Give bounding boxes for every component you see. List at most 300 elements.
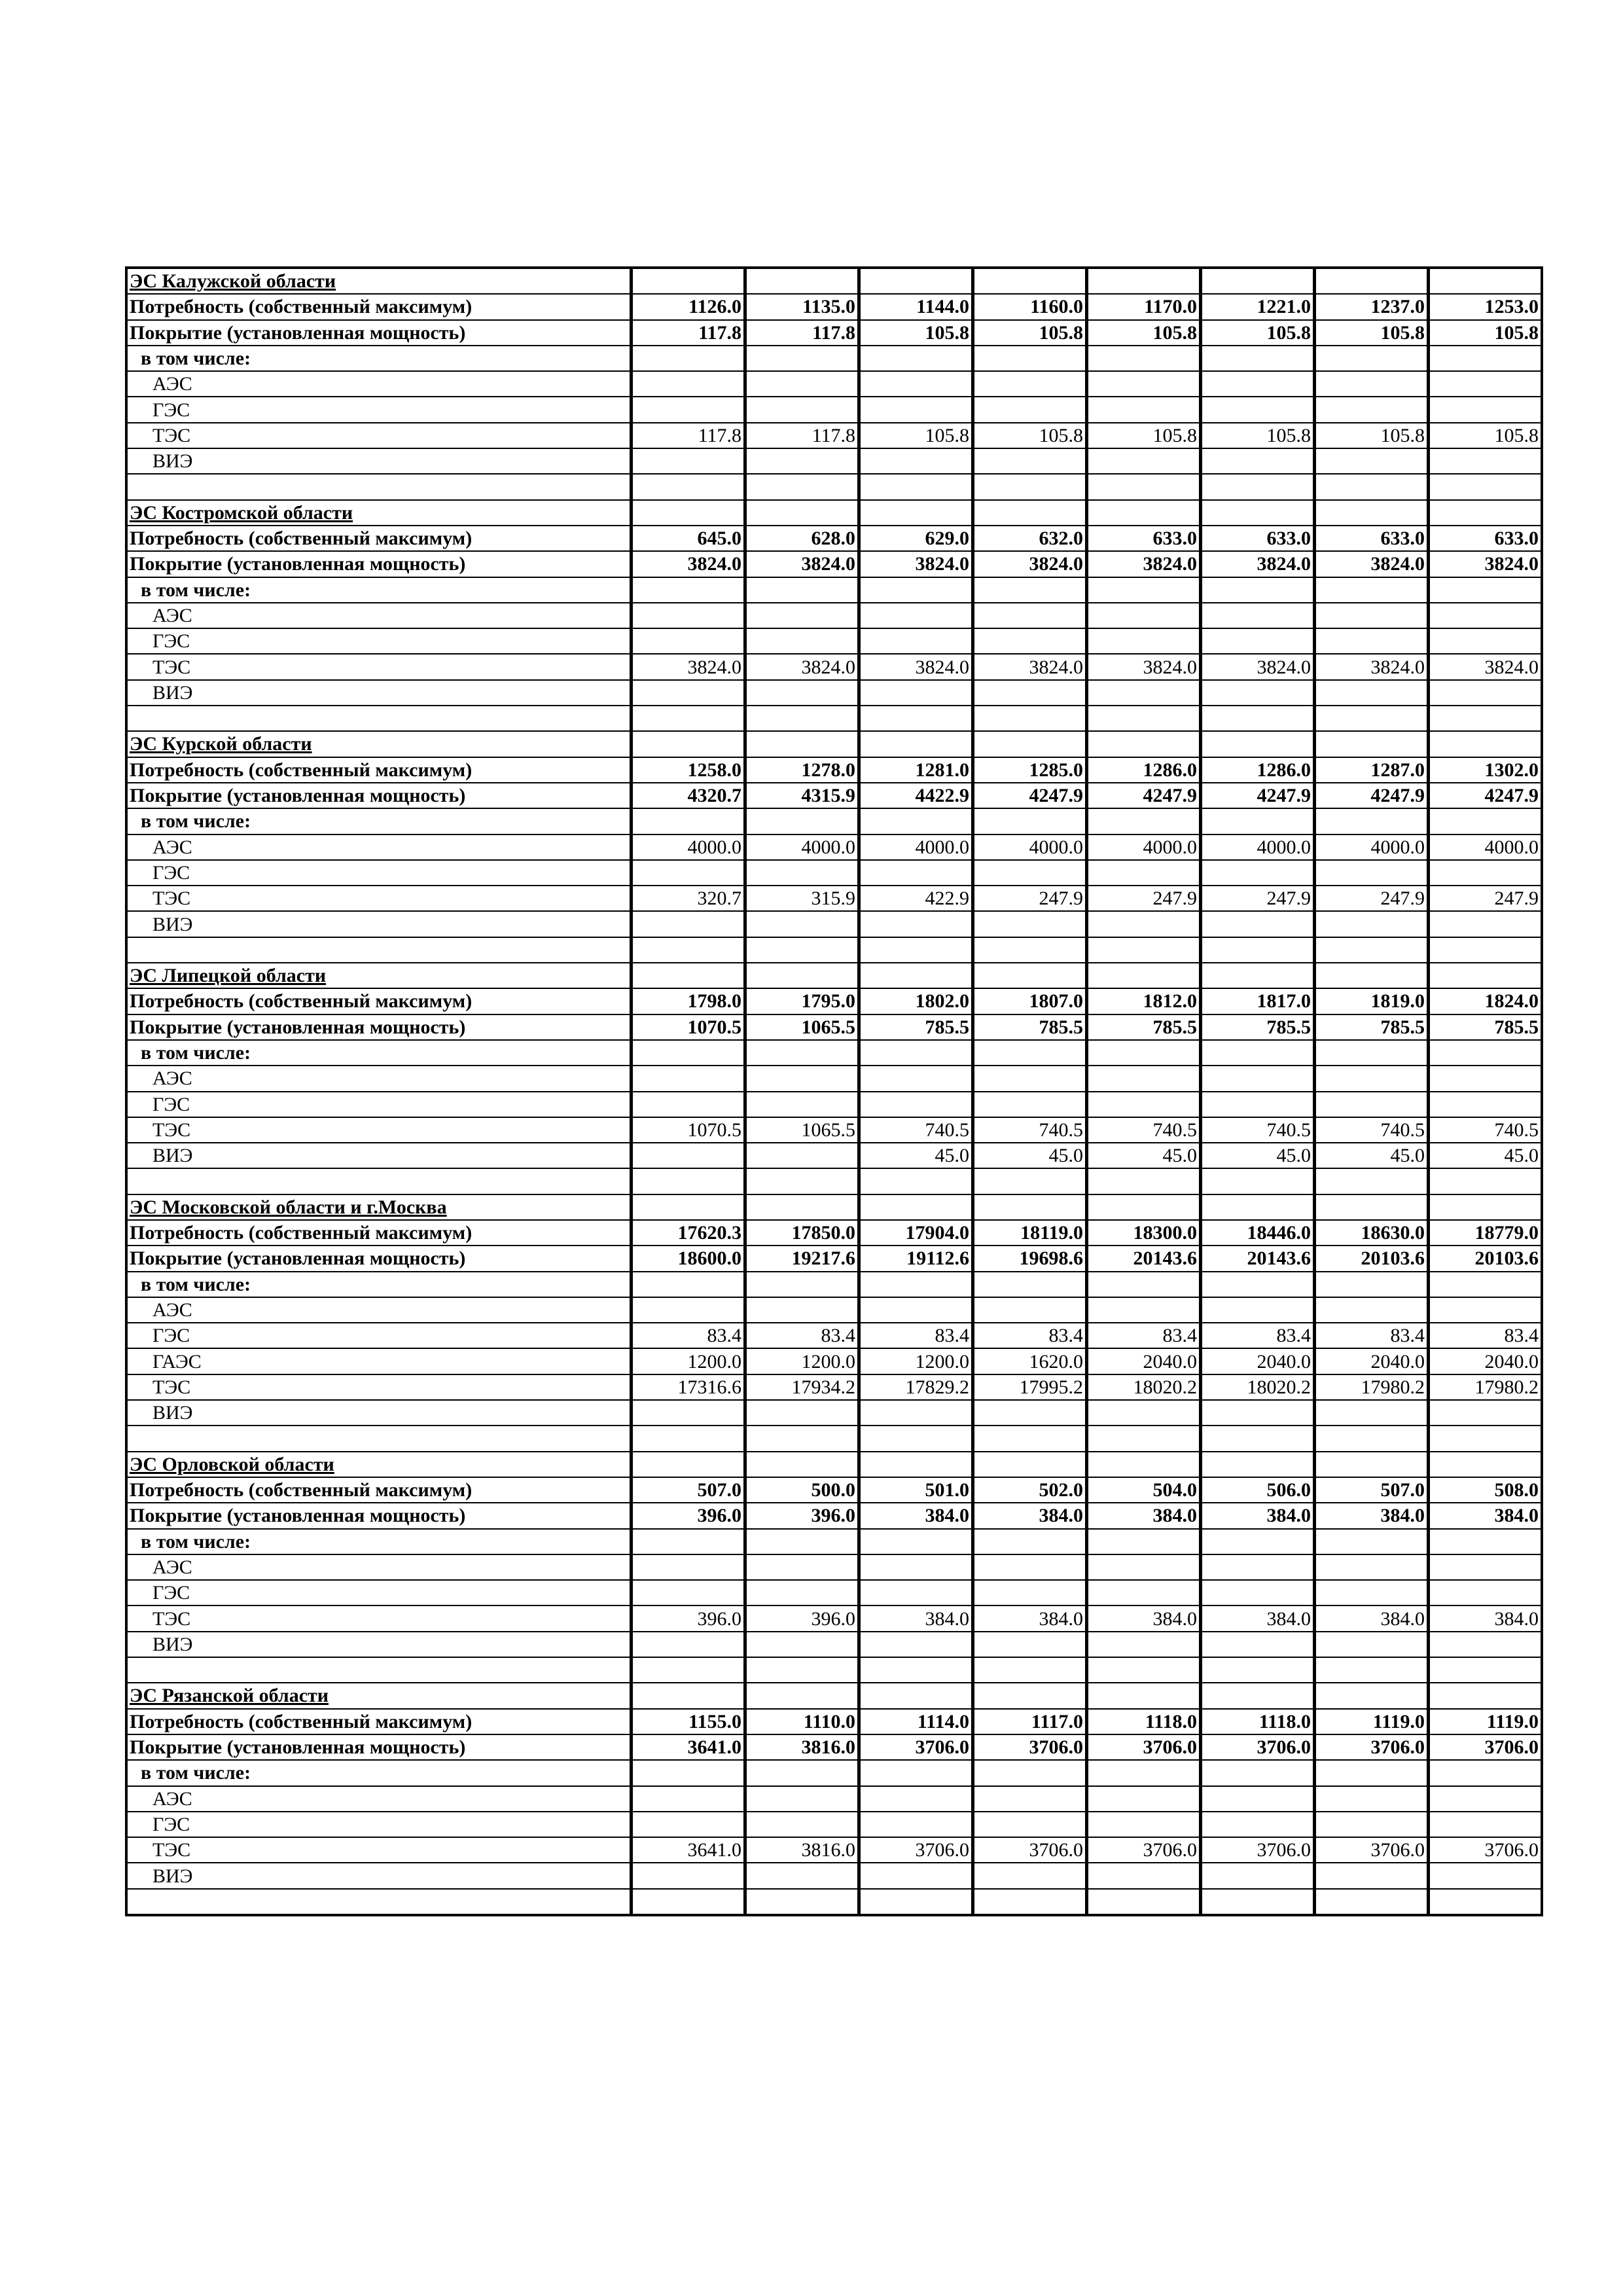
section-title: ЭС Курской области xyxy=(126,731,632,757)
value-cell: 3824.0 xyxy=(745,551,859,577)
value-cell xyxy=(745,937,859,963)
value-cell xyxy=(1429,860,1543,886)
value-cell xyxy=(1429,1066,1543,1091)
source-row xyxy=(126,1117,1542,1143)
value-cell: 507.0 xyxy=(632,1477,745,1503)
value-cell xyxy=(1201,1194,1315,1220)
value-cell xyxy=(1429,1863,1543,1888)
value-cell: 785.5 xyxy=(859,1014,973,1040)
source-label: ТЭС xyxy=(126,1605,632,1631)
value-cell xyxy=(1201,1092,1315,1117)
value-cell: 4000.0 xyxy=(1315,834,1429,860)
value-cell: 3816.0 xyxy=(745,1837,859,1863)
value-cell xyxy=(1315,371,1429,397)
value-cell xyxy=(1315,577,1429,603)
value-cell xyxy=(973,603,1087,628)
value-cell xyxy=(1315,1632,1429,1657)
value-cell: 1160.0 xyxy=(973,294,1087,319)
source-label: ГЭС xyxy=(126,860,632,886)
coverage-label: Покрытие (установленная мощность) xyxy=(126,320,632,346)
source-row xyxy=(126,1863,1542,1888)
value-cell xyxy=(745,911,859,937)
value-cell: 1287.0 xyxy=(1315,757,1429,783)
value-cell xyxy=(973,346,1087,371)
value-cell xyxy=(1201,628,1315,654)
value-cell xyxy=(1315,1194,1429,1220)
value-cell xyxy=(1429,731,1543,757)
source-row xyxy=(126,1554,1542,1580)
value-cell: 105.8 xyxy=(859,423,973,448)
value-cell: 17934.2 xyxy=(745,1374,859,1400)
value-cell: 1286.0 xyxy=(1087,757,1201,783)
spacer-row xyxy=(126,1889,1542,1915)
value-cell xyxy=(632,1452,745,1477)
source-row xyxy=(126,371,1542,397)
value-cell: 3816.0 xyxy=(745,1734,859,1760)
value-cell: 4000.0 xyxy=(745,834,859,860)
value-cell: 117.8 xyxy=(745,423,859,448)
value-cell: 384.0 xyxy=(859,1503,973,1528)
value-cell xyxy=(1201,911,1315,937)
value-cell xyxy=(859,706,973,731)
value-cell: 3706.0 xyxy=(859,1734,973,1760)
value-cell xyxy=(859,1066,973,1091)
value-cell: 3706.0 xyxy=(1087,1734,1201,1760)
value-cell: 18020.2 xyxy=(1201,1374,1315,1400)
source-row xyxy=(126,834,1542,860)
value-cell xyxy=(1429,1657,1543,1683)
value-cell: 384.0 xyxy=(1201,1605,1315,1631)
source-row xyxy=(126,1605,1542,1631)
value-cell xyxy=(632,963,745,988)
value-cell xyxy=(859,1760,973,1785)
value-cell xyxy=(1201,1863,1315,1888)
spacer-row xyxy=(126,474,1542,499)
value-cell xyxy=(1315,1426,1429,1451)
value-cell xyxy=(973,1452,1087,1477)
value-cell xyxy=(745,1297,859,1323)
value-cell xyxy=(859,680,973,706)
value-cell: 83.4 xyxy=(1315,1323,1429,1348)
value-cell xyxy=(632,860,745,886)
value-cell: 1070.5 xyxy=(632,1117,745,1143)
value-cell xyxy=(1201,1168,1315,1194)
value-cell: 3824.0 xyxy=(859,654,973,679)
value-cell xyxy=(632,1683,745,1708)
value-cell xyxy=(1087,937,1201,963)
value-cell xyxy=(859,1657,973,1683)
value-cell xyxy=(973,1426,1087,1451)
value-cell: 384.0 xyxy=(1087,1605,1201,1631)
value-cell: 1286.0 xyxy=(1201,757,1315,783)
value-cell: 740.5 xyxy=(1087,1117,1201,1143)
value-cell xyxy=(632,1889,745,1915)
value-cell xyxy=(859,371,973,397)
value-cell xyxy=(632,1529,745,1554)
value-cell: 1065.5 xyxy=(745,1014,859,1040)
value-cell xyxy=(1429,1272,1543,1297)
table-body xyxy=(126,268,1542,1915)
value-cell xyxy=(1087,448,1201,474)
value-cell xyxy=(1315,937,1429,963)
value-cell: 4000.0 xyxy=(1429,834,1543,860)
value-cell xyxy=(1429,1632,1543,1657)
source-label: ТЭС xyxy=(126,1837,632,1863)
value-cell: 3706.0 xyxy=(973,1837,1087,1863)
value-cell: 1119.0 xyxy=(1429,1709,1543,1734)
value-cell: 740.5 xyxy=(1201,1117,1315,1143)
value-cell xyxy=(859,963,973,988)
value-cell xyxy=(1201,1554,1315,1580)
source-label: АЭС xyxy=(126,834,632,860)
value-cell: 3824.0 xyxy=(1087,654,1201,679)
value-cell: 3706.0 xyxy=(1201,1734,1315,1760)
source-label: АЭС xyxy=(126,1066,632,1091)
value-cell xyxy=(745,1786,859,1812)
value-cell xyxy=(1429,1889,1543,1915)
source-label: ГАЭС xyxy=(126,1348,632,1374)
value-cell xyxy=(1429,1683,1543,1708)
value-cell xyxy=(1087,1194,1201,1220)
source-row xyxy=(126,654,1542,679)
value-cell xyxy=(973,1683,1087,1708)
value-cell xyxy=(1087,474,1201,499)
value-cell xyxy=(973,448,1087,474)
value-cell xyxy=(1315,397,1429,422)
value-cell: 1812.0 xyxy=(1087,988,1201,1014)
value-cell: 785.5 xyxy=(1201,1014,1315,1040)
value-cell xyxy=(1087,1297,1201,1323)
value-cell xyxy=(632,1143,745,1168)
value-cell xyxy=(1201,1580,1315,1605)
demand-label: Потребность (собственный максимум) xyxy=(126,1477,632,1503)
source-label: АЭС xyxy=(126,1554,632,1580)
value-cell: 1118.0 xyxy=(1087,1709,1201,1734)
source-label: ВИЭ xyxy=(126,911,632,937)
source-row xyxy=(126,1400,1542,1426)
source-row xyxy=(126,1374,1542,1400)
value-cell: 628.0 xyxy=(745,526,859,551)
value-cell: 3824.0 xyxy=(1315,654,1429,679)
value-cell xyxy=(632,911,745,937)
source-row xyxy=(126,911,1542,937)
empty-cell xyxy=(126,474,632,499)
value-cell xyxy=(1201,1297,1315,1323)
value-cell: 1065.5 xyxy=(745,1117,859,1143)
value-cell xyxy=(745,500,859,526)
value-cell: 3824.0 xyxy=(1201,654,1315,679)
demand-label: Потребность (собственный максимум) xyxy=(126,757,632,783)
value-cell: 785.5 xyxy=(1429,1014,1543,1040)
value-cell: 3706.0 xyxy=(1087,1837,1201,1863)
value-cell: 3706.0 xyxy=(973,1734,1087,1760)
value-cell: 3824.0 xyxy=(1429,654,1543,679)
value-cell xyxy=(1087,1683,1201,1708)
value-cell xyxy=(632,628,745,654)
value-cell xyxy=(632,1863,745,1888)
coverage-row xyxy=(126,1246,1542,1271)
coverage-label: Покрытие (установленная мощность) xyxy=(126,551,632,577)
value-cell xyxy=(1201,474,1315,499)
value-cell xyxy=(745,577,859,603)
value-cell: 1802.0 xyxy=(859,988,973,1014)
empty-cell xyxy=(126,1657,632,1683)
value-cell xyxy=(1429,911,1543,937)
source-row xyxy=(126,1066,1542,1091)
value-cell xyxy=(1315,911,1429,937)
value-cell xyxy=(1429,1194,1543,1220)
value-cell xyxy=(1087,808,1201,834)
value-cell xyxy=(973,628,1087,654)
value-cell: 117.8 xyxy=(632,423,745,448)
value-cell: 117.8 xyxy=(632,320,745,346)
value-cell xyxy=(973,706,1087,731)
value-cell xyxy=(745,603,859,628)
demand-label: Потребность (собственный максимум) xyxy=(126,294,632,319)
coverage-row xyxy=(126,551,1542,577)
value-cell: 2040.0 xyxy=(1315,1348,1429,1374)
source-label: ГЭС xyxy=(126,1092,632,1117)
value-cell xyxy=(745,808,859,834)
source-row xyxy=(126,1580,1542,1605)
source-label: ВИЭ xyxy=(126,680,632,706)
value-cell xyxy=(1429,1400,1543,1426)
value-cell: 1281.0 xyxy=(859,757,973,783)
source-label: ВИЭ xyxy=(126,1863,632,1888)
value-cell xyxy=(1201,1786,1315,1812)
value-cell: 247.9 xyxy=(1087,886,1201,911)
value-cell xyxy=(632,397,745,422)
value-cell xyxy=(745,1683,859,1708)
demand-row xyxy=(126,526,1542,551)
value-cell xyxy=(859,1092,973,1117)
section-title-row xyxy=(126,500,1542,526)
value-cell: 20103.6 xyxy=(1315,1246,1429,1271)
value-cell xyxy=(632,731,745,757)
value-cell: 1117.0 xyxy=(973,1709,1087,1734)
value-cell: 45.0 xyxy=(1315,1143,1429,1168)
value-cell xyxy=(973,1657,1087,1683)
source-row xyxy=(126,1812,1542,1837)
value-cell xyxy=(859,346,973,371)
value-cell xyxy=(1087,1452,1201,1477)
value-cell: 396.0 xyxy=(632,1605,745,1631)
value-cell xyxy=(1087,1760,1201,1785)
value-cell: 740.5 xyxy=(1429,1117,1543,1143)
value-cell xyxy=(859,1400,973,1426)
value-cell xyxy=(859,1452,973,1477)
value-cell xyxy=(1201,448,1315,474)
source-label: ГЭС xyxy=(126,397,632,422)
value-cell xyxy=(1087,1066,1201,1091)
value-cell xyxy=(1315,1863,1429,1888)
value-cell: 1795.0 xyxy=(745,988,859,1014)
including-row xyxy=(126,808,1542,834)
value-cell xyxy=(632,937,745,963)
value-cell xyxy=(973,1194,1087,1220)
source-row xyxy=(126,1297,1542,1323)
value-cell xyxy=(973,680,1087,706)
value-cell xyxy=(1087,963,1201,988)
value-cell: 633.0 xyxy=(1429,526,1543,551)
value-cell: 18446.0 xyxy=(1201,1220,1315,1246)
value-cell: 3706.0 xyxy=(1315,1837,1429,1863)
value-cell: 3706.0 xyxy=(1315,1734,1429,1760)
value-cell xyxy=(1429,680,1543,706)
value-cell: 396.0 xyxy=(745,1503,859,1528)
section-title-row xyxy=(126,1452,1542,1477)
value-cell: 422.9 xyxy=(859,886,973,911)
source-row xyxy=(126,1092,1542,1117)
source-row xyxy=(126,423,1542,448)
value-cell xyxy=(632,1812,745,1837)
value-cell: 384.0 xyxy=(1429,1605,1543,1631)
value-cell: 4247.9 xyxy=(1087,783,1201,808)
value-cell xyxy=(1315,1554,1429,1580)
value-cell xyxy=(1315,1400,1429,1426)
value-cell xyxy=(973,371,1087,397)
value-cell: 3824.0 xyxy=(973,654,1087,679)
value-cell: 3641.0 xyxy=(632,1837,745,1863)
value-cell xyxy=(1087,1092,1201,1117)
value-cell: 785.5 xyxy=(973,1014,1087,1040)
value-cell xyxy=(1315,1092,1429,1117)
value-cell xyxy=(1315,346,1429,371)
value-cell xyxy=(1087,1168,1201,1194)
value-cell: 1114.0 xyxy=(859,1709,973,1734)
value-cell xyxy=(1201,808,1315,834)
value-cell xyxy=(1429,268,1543,294)
value-cell xyxy=(632,1092,745,1117)
value-cell xyxy=(745,1632,859,1657)
value-cell xyxy=(1201,680,1315,706)
value-cell xyxy=(1087,500,1201,526)
value-cell xyxy=(632,371,745,397)
value-cell xyxy=(1315,1657,1429,1683)
value-cell xyxy=(1429,1554,1543,1580)
value-cell: 3824.0 xyxy=(1315,551,1429,577)
source-label: АЭС xyxy=(126,1786,632,1812)
including-label: в том числе: xyxy=(126,808,632,834)
value-cell xyxy=(973,1168,1087,1194)
value-cell: 2040.0 xyxy=(1087,1348,1201,1374)
value-cell xyxy=(973,937,1087,963)
value-cell: 2040.0 xyxy=(1201,1348,1315,1374)
value-cell: 17995.2 xyxy=(973,1374,1087,1400)
coverage-label: Покрытие (установленная мощность) xyxy=(126,1503,632,1528)
value-cell xyxy=(1087,603,1201,628)
including-row xyxy=(126,1529,1542,1554)
value-cell xyxy=(1201,577,1315,603)
value-cell: 17904.0 xyxy=(859,1220,973,1246)
value-cell xyxy=(632,1580,745,1605)
value-cell xyxy=(1087,1889,1201,1915)
value-cell: 105.8 xyxy=(1315,320,1429,346)
value-cell xyxy=(745,1580,859,1605)
value-cell xyxy=(632,1632,745,1657)
value-cell: 3824.0 xyxy=(745,654,859,679)
value-cell xyxy=(1429,963,1543,988)
value-cell xyxy=(745,628,859,654)
value-cell xyxy=(973,474,1087,499)
value-cell: 632.0 xyxy=(973,526,1087,551)
value-cell xyxy=(859,1426,973,1451)
value-cell xyxy=(1201,1066,1315,1091)
value-cell xyxy=(745,1426,859,1451)
value-cell xyxy=(1201,963,1315,988)
source-row xyxy=(126,628,1542,654)
section-title: ЭС Рязанской области xyxy=(126,1683,632,1708)
value-cell xyxy=(632,1194,745,1220)
source-row xyxy=(126,1786,1542,1812)
value-cell: 17316.6 xyxy=(632,1374,745,1400)
value-cell xyxy=(859,268,973,294)
value-cell xyxy=(745,963,859,988)
value-cell xyxy=(1201,500,1315,526)
value-cell xyxy=(745,1657,859,1683)
value-cell: 83.4 xyxy=(859,1323,973,1348)
value-cell xyxy=(1429,577,1543,603)
value-cell: 83.4 xyxy=(745,1323,859,1348)
value-cell xyxy=(859,1529,973,1554)
value-cell: 19698.6 xyxy=(973,1246,1087,1271)
demand-row xyxy=(126,1709,1542,1734)
value-cell xyxy=(632,1426,745,1451)
value-cell: 247.9 xyxy=(1315,886,1429,911)
value-cell: 247.9 xyxy=(973,886,1087,911)
value-cell: 4315.9 xyxy=(745,783,859,808)
value-cell xyxy=(1201,1426,1315,1451)
section-title: ЭС Московской области и г.Москва xyxy=(126,1194,632,1220)
value-cell xyxy=(1315,1580,1429,1605)
value-cell xyxy=(1429,474,1543,499)
value-cell xyxy=(973,268,1087,294)
demand-label: Потребность (собственный максимум) xyxy=(126,1709,632,1734)
value-cell xyxy=(859,1786,973,1812)
value-cell: 508.0 xyxy=(1429,1477,1543,1503)
value-cell xyxy=(1315,1529,1429,1554)
value-cell: 506.0 xyxy=(1201,1477,1315,1503)
coverage-row xyxy=(126,320,1542,346)
value-cell: 633.0 xyxy=(1087,526,1201,551)
coverage-label: Покрытие (установленная мощность) xyxy=(126,1014,632,1040)
value-cell xyxy=(1429,397,1543,422)
value-cell: 4247.9 xyxy=(973,783,1087,808)
value-cell: 1119.0 xyxy=(1315,1709,1429,1734)
value-cell: 45.0 xyxy=(859,1143,973,1168)
source-row xyxy=(126,1323,1542,1348)
value-cell: 83.4 xyxy=(1087,1323,1201,1348)
demand-row xyxy=(126,1220,1542,1246)
coverage-row xyxy=(126,1734,1542,1760)
value-cell xyxy=(859,1580,973,1605)
value-cell xyxy=(1429,603,1543,628)
demand-label: Потребность (собственный максимум) xyxy=(126,526,632,551)
value-cell: 396.0 xyxy=(745,1605,859,1631)
value-cell: 1200.0 xyxy=(745,1348,859,1374)
value-cell: 785.5 xyxy=(1087,1014,1201,1040)
value-cell xyxy=(632,1297,745,1323)
including-label: в том числе: xyxy=(126,1040,632,1066)
value-cell: 384.0 xyxy=(973,1605,1087,1631)
value-cell xyxy=(632,1066,745,1091)
value-cell: 83.4 xyxy=(973,1323,1087,1348)
value-cell xyxy=(859,937,973,963)
value-cell: 4247.9 xyxy=(1201,783,1315,808)
value-cell: 3641.0 xyxy=(632,1734,745,1760)
value-cell xyxy=(1429,1812,1543,1837)
value-cell xyxy=(1315,963,1429,988)
